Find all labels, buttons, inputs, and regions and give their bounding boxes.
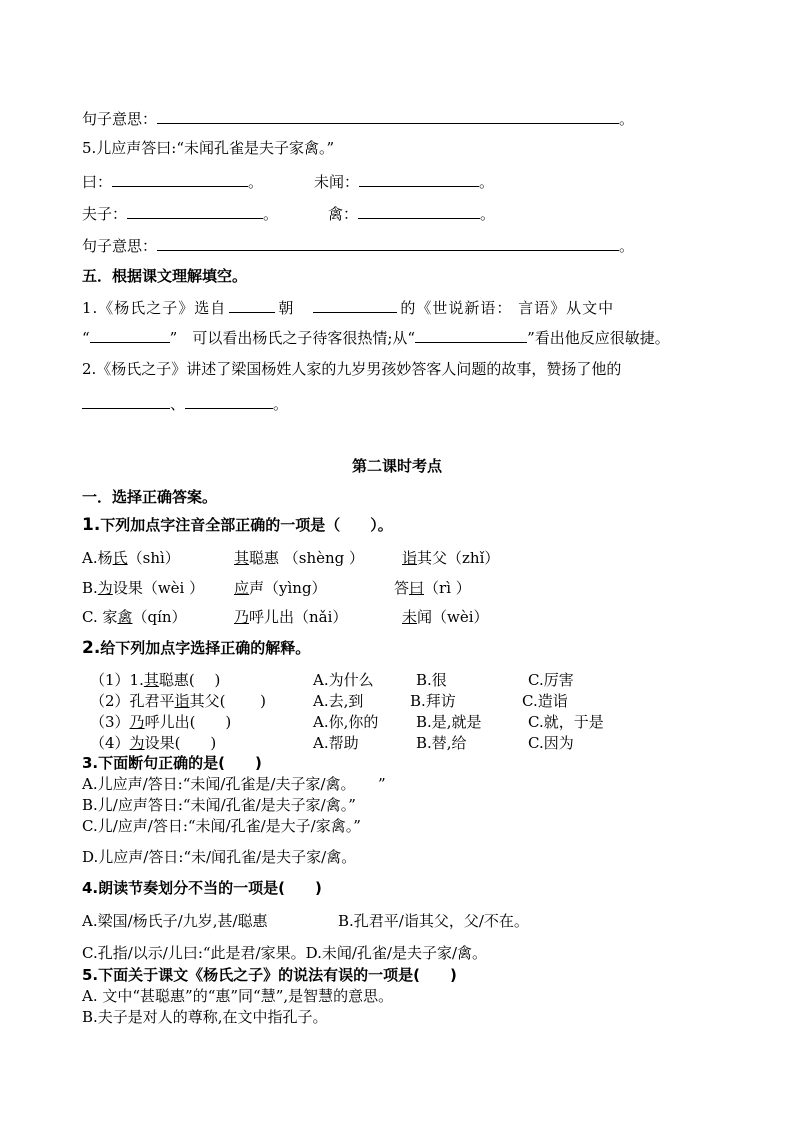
q2-item-4: （4）为设果( ) bbox=[90, 734, 217, 752]
answer-blank[interactable] bbox=[157, 108, 619, 124]
q2-item-1-b[interactable]: B.很 bbox=[416, 671, 447, 689]
q2-item-2: （2）孔君平诣其父( ) bbox=[90, 692, 267, 710]
lesson-title: 第二课时考点 bbox=[351, 457, 442, 475]
answer-blank[interactable] bbox=[415, 327, 527, 343]
q1-option-b-3: 答曰（rì ） bbox=[394, 579, 471, 597]
q2-item-1-a[interactable]: A.为什么 bbox=[313, 671, 374, 689]
q4-option-a[interactable]: A.梁国/杨氏子/九岁,甚/聪惠 bbox=[82, 912, 268, 930]
meaning-line-1: 句子意思： 。 bbox=[82, 110, 635, 128]
q4-option-b[interactable]: B.孔君平/诣其父，父/不在。 bbox=[338, 912, 529, 930]
yue-line: 曰： 。 bbox=[82, 173, 264, 191]
q1-option-a[interactable]: A.杨氏（shì） bbox=[82, 549, 180, 567]
weiwen-line: 未闻： 。 bbox=[314, 173, 495, 191]
fill-q2-line1: 2.《杨氏之子》讲述了梁国杨姓人家的九岁男孩妙答客人问题的故事，赞扬了他的 bbox=[82, 360, 622, 378]
answer-blank[interactable] bbox=[127, 203, 263, 219]
lesson-heading: 一．选择正确答案。 bbox=[82, 488, 218, 506]
q1-option-b-2: 应声（yìng） bbox=[234, 579, 327, 597]
q2-item-3-c[interactable]: C.就，于是 bbox=[528, 713, 604, 731]
answer-blank[interactable] bbox=[359, 171, 479, 187]
q1-option-b[interactable]: B.为设果（wèi ） bbox=[82, 579, 205, 597]
q2-item-4-b[interactable]: B.替,给 bbox=[416, 734, 467, 752]
section-heading: 五．根据课文理解填空。 bbox=[82, 267, 248, 285]
qin-line: 禽： 。 bbox=[328, 205, 496, 223]
answer-blank[interactable] bbox=[157, 235, 619, 251]
q3-option-b[interactable]: B.儿/应声答日:“未闻/孔雀/是夫子家/禽。” bbox=[82, 796, 356, 814]
q3-option-a[interactable]: A.儿应声/答日:“未闻/孔雀是/夫子家/禽。 ” bbox=[82, 775, 386, 793]
fill-q1-line1: 1.《杨氏之子》选自 朝 的《世说新语： 言语》从文中 bbox=[82, 299, 615, 317]
q2-item-3: （3）乃呼儿出( ) bbox=[90, 713, 232, 731]
q2-item-2-b[interactable]: B.拜访 bbox=[410, 692, 456, 710]
answer-blank[interactable] bbox=[313, 297, 397, 313]
answer-blank[interactable] bbox=[229, 297, 275, 313]
fill-q2-line2: 、 。 bbox=[82, 393, 288, 414]
answer-blank[interactable] bbox=[90, 327, 170, 343]
q2-item-1-c[interactable]: C.厉害 bbox=[528, 671, 574, 689]
meaning-line-2: 句子意思： 。 bbox=[82, 237, 635, 255]
q5-option-b[interactable]: B.夫子是对人的尊称,在文中指孔子。 bbox=[82, 1008, 328, 1026]
q1-option-a-3: 诣其父（zhǐ） bbox=[402, 549, 500, 567]
answer-blank[interactable] bbox=[82, 393, 170, 409]
mc-question-2: 2.给下列加点字选择正确的解释。 bbox=[82, 638, 311, 658]
q2-item-4-a[interactable]: A.帮助 bbox=[313, 734, 359, 752]
q3-option-c[interactable]: C.儿/应声/答日:“未闻/孔雀/是大子/家禽。” bbox=[82, 817, 361, 835]
q2-item-2-a[interactable]: A.去,到 bbox=[313, 692, 364, 710]
mc-question-4: 4.朗读节奏划分不当的一项是( ) bbox=[82, 879, 322, 897]
fuzi-line: 夫子： 。 bbox=[82, 205, 279, 223]
question-5: 5.儿应声答曰:“未闻孔雀是夫子家禽。” bbox=[82, 139, 335, 157]
q5-option-a[interactable]: A. 文中“甚聪惠”的“惠”同“慧”,是智慧的意思。 bbox=[82, 987, 394, 1005]
meaning-label: 句子意思： bbox=[82, 110, 158, 128]
answer-blank[interactable] bbox=[358, 203, 480, 219]
q2-item-3-a[interactable]: A.你,你的 bbox=[313, 713, 379, 731]
mc-question-1: 1.下列加点字注音全部正确的一项是（ ）。 bbox=[82, 515, 393, 535]
q1-option-a-2: 其聪惠 （shèng ） bbox=[234, 549, 365, 567]
q1-option-c-2: 乃呼儿出（nǎi） bbox=[234, 608, 348, 626]
q1-option-c[interactable]: C. 家禽（qín） bbox=[82, 608, 187, 626]
q2-item-2-c[interactable]: C.造诣 bbox=[522, 692, 568, 710]
q1-option-c-3: 未闻（wèi） bbox=[402, 608, 489, 626]
fill-q1-line2: “ ” 可以看出杨氏之子待客很热情;从“ ”看出他反应很敏捷。 bbox=[82, 329, 670, 347]
mc-question-5: 5.下面关于课文《杨氏之子》的说法有误的一项是( ) bbox=[82, 966, 457, 984]
q2-item-3-b[interactable]: B.是,就是 bbox=[416, 713, 482, 731]
q4-option-cd[interactable]: C.孔指/以示/儿曰:“此是君/家果。D.未闻/孔雀/是夫子家/禽。 bbox=[82, 944, 488, 962]
answer-blank[interactable] bbox=[112, 171, 248, 187]
answer-blank[interactable] bbox=[185, 393, 273, 409]
q2-item-4-c[interactable]: C.因为 bbox=[528, 734, 574, 752]
q3-option-d[interactable]: D.儿应声/答日:“未/闻孔雀/是夫子家/禽。 bbox=[82, 848, 357, 866]
q2-item-1: （1）1.其聪惠( ) bbox=[90, 671, 221, 689]
mc-question-3: 3.下面断句正确的是( ) bbox=[82, 754, 262, 772]
